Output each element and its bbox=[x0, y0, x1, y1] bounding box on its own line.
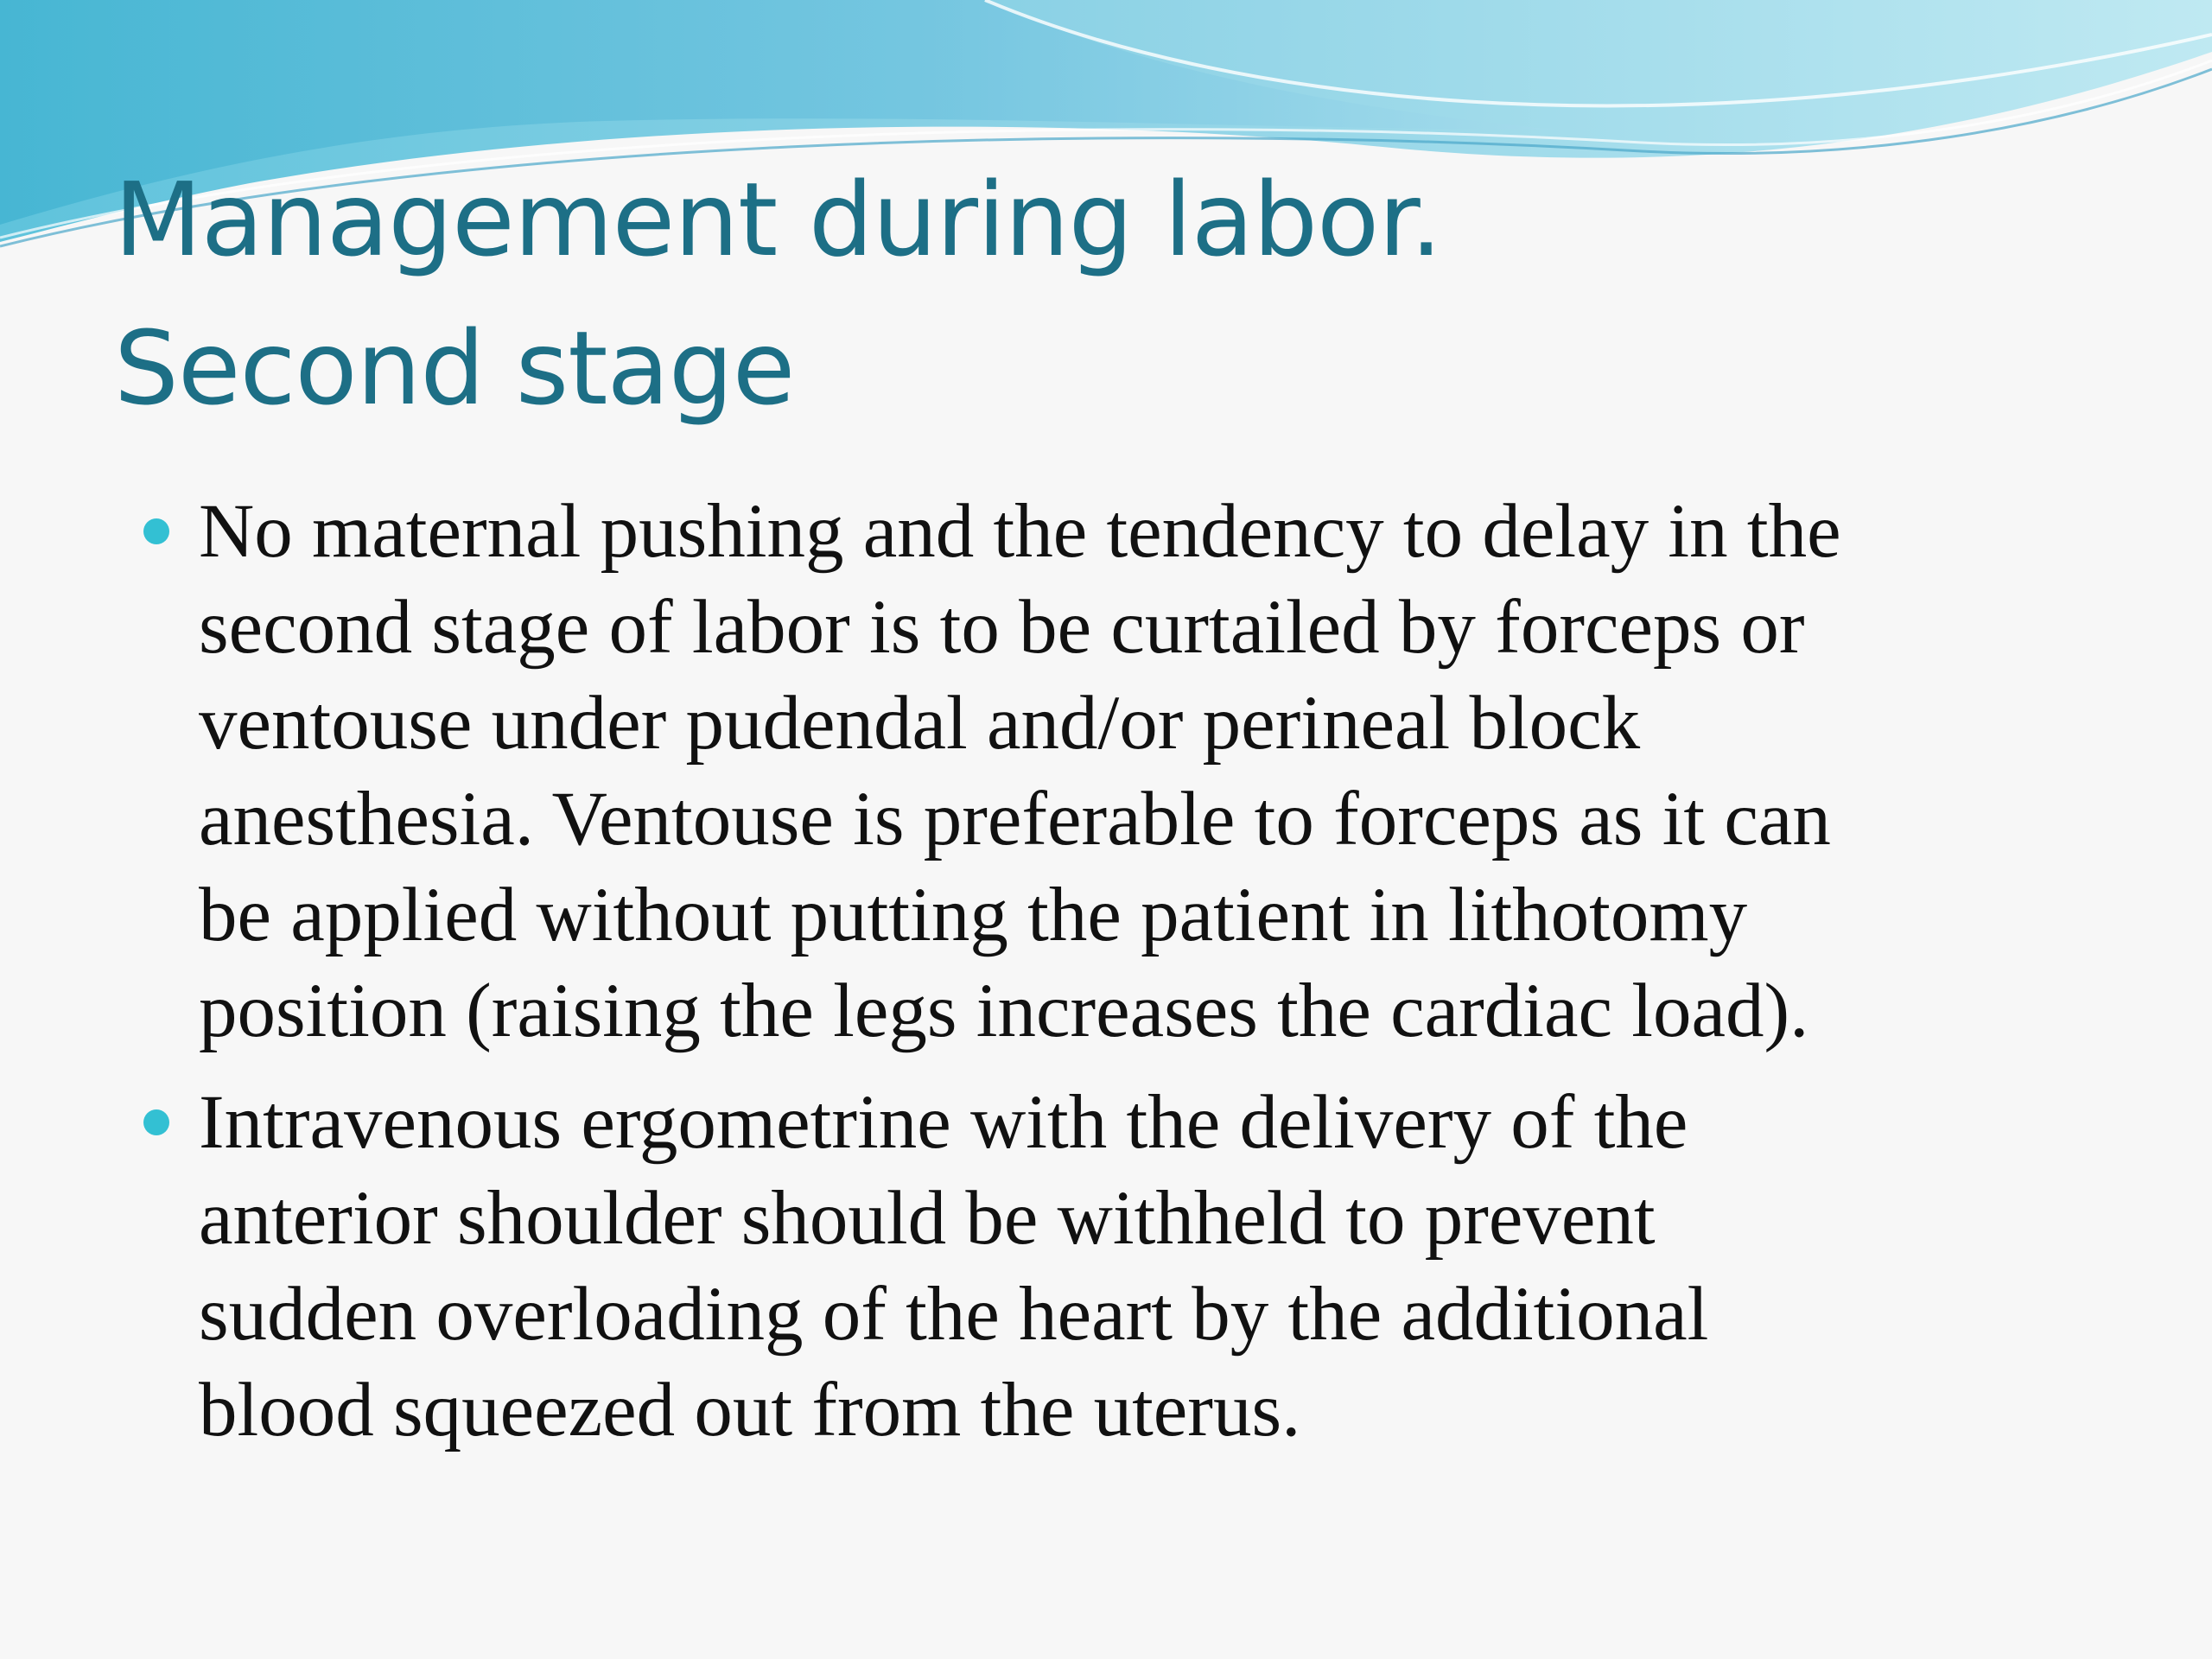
bullet-item bbox=[0, 484, 2212, 1059]
bullet-list bbox=[0, 484, 2212, 1474]
bullet-dot-icon bbox=[143, 518, 169, 544]
bullet-text-line: anesthesia. Ventouse is preferable to forceps as it can bbox=[199, 777, 1831, 861]
title-line: Second stage bbox=[114, 308, 795, 428]
bullet-text-line: ventouse under pudendal and/or perineal block bbox=[199, 681, 1641, 766]
bullet-text-line: No maternal pushing and the tendency to delay in the bbox=[199, 489, 1841, 574]
bullet-text-line: second stage of labor is to be curtailed by forceps or bbox=[199, 585, 1805, 670]
bullet-text-line: blood squeezed out from the uterus. bbox=[199, 1368, 1301, 1452]
bullet-text-line: sudden overloading of the heart by the additional bbox=[199, 1272, 1709, 1357]
bullet-text-line: position (raising the legs increases the cardiac load). bbox=[199, 969, 1809, 1053]
title-line: Management during labor. bbox=[114, 160, 1442, 279]
bullet-item bbox=[0, 1075, 2212, 1459]
bullet-text-line: Intravenous ergometrine with the delivery of the bbox=[199, 1080, 1688, 1165]
bullet-text-line: anterior shoulder should be withheld to prevent bbox=[199, 1176, 1656, 1261]
bullet-dot-icon bbox=[143, 1109, 169, 1135]
bullet-text-line: be applied without putting the patient in lithotomy bbox=[199, 873, 1748, 957]
slide-title bbox=[114, 145, 2101, 442]
